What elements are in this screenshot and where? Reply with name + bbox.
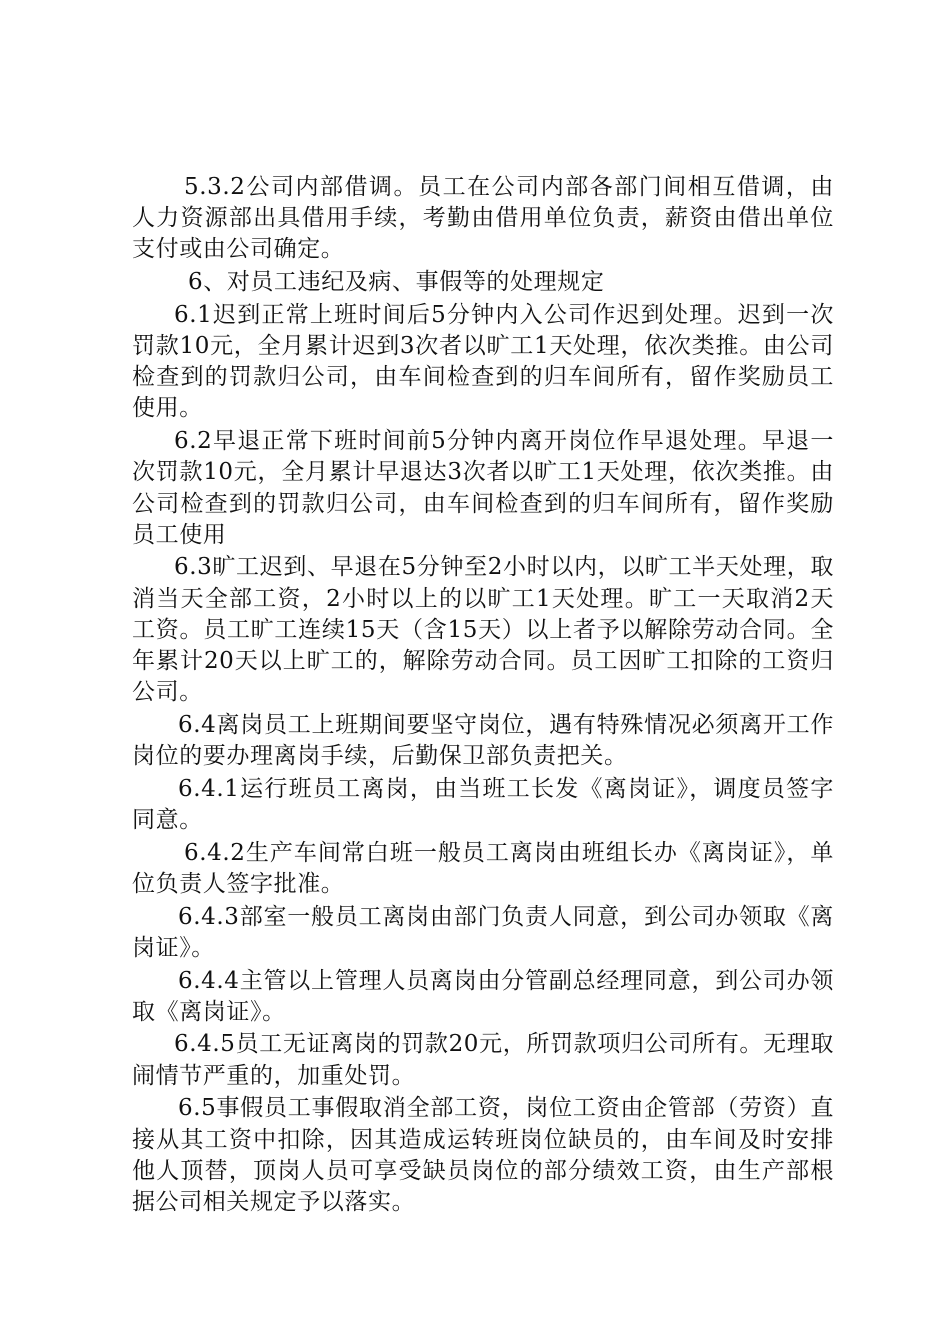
paragraph-6-1: 6.1迟到正常上班时间后5分钟内入公司作迟到处理。迟到一次罚款10元，全月累计迟到3次者以旷工1天处理，依次类推。由公司检查到的罚款归公司，由车间检查到的归车间所有，留作奖励员工使用。 <box>132 301 834 422</box>
document-body <box>132 172 834 1220</box>
paragraph-6-4-1: 6.4.1运行班员工离岗，由当班工长发《离岗证》，调度员签字同意。 <box>132 775 834 834</box>
paragraph-6-4-4: 6.4.4主管以上管理人员离岗由分管副总经理同意，到公司办领取《离岗证》。 <box>132 967 834 1025</box>
paragraph-6-4: 6.4离岗员工上班期间要坚守岗位，遇有特殊情况必须离开工作岗位的要办理离岗手续，后勤保卫部负责把关。 <box>132 711 834 770</box>
paragraph-6-4-3: 6.4.3部室一般员工离岗由部门负责人同意，到公司办领取《离岗证》。 <box>132 903 834 961</box>
paragraph-6-4-2: 6.4.2生产车间常白班一般员工离岗由班组长办《离岗证》，单位负责人签字批准。 <box>132 839 834 897</box>
paragraph-6-4-5: 6.4.5员工无证离岗的罚款20元，所罚款项归公司所有。无理取闹情节严重的，加重处罚。 <box>132 1031 834 1089</box>
paragraph-6-5: 6.5事假员工事假取消全部工资，岗位工资由企管部（劳资）直接从其工资中扣除，因其造成运转班岗位缺员的，由车间及时安排他人顶替，顶岗人员可享受缺员岗位的部分绩效工资，由生产部根据公司相关规定予以落实。 <box>132 1095 834 1215</box>
section-heading-6: 6、对员工违纪及病、事假等的处理规定 <box>188 269 605 296</box>
paragraph-6-2: 6.2早退正常下班时间前5分钟内离开岗位作早退处理。早退一次罚款10元，全月累计早退达3次者以旷工1天处理，依次类推。由公司检查到的罚款归公司，由车间检查到的归车间所有，留作奖励员工使用 <box>132 428 834 548</box>
paragraph-5-3-2: 5.3.2公司内部借调。员工在公司内部各部门间相互借调，由人力资源部出具借用手续，考勤由借用单位负责，薪资由借出单位支付或由公司确定。 <box>132 174 834 263</box>
paragraph-6-3: 6.3旷工迟到、早退在5分钟至2小时以内，以旷工半天处理，取消当天全部工资，2小时以上的以旷工1天处理。旷工一天取消2天工资。员工旷工连续15天（含15天）以上者予以解除劳动合同。全年累计20天以上旷工的，解除劳动合同。员工因旷工扣除的工资归公司。 <box>132 554 834 706</box>
